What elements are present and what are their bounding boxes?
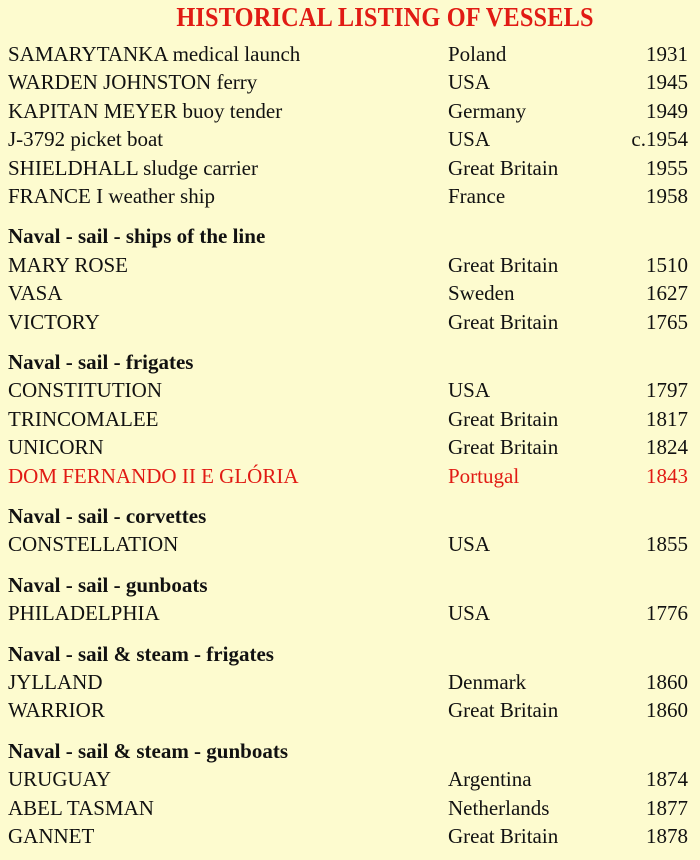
vessel-name: URUGUAY [8, 767, 112, 792]
vessel-country: Great Britain [448, 155, 559, 180]
vessel-row [0, 279, 700, 307]
vessel-year: 1949 [646, 98, 688, 123]
vessel-year: 1510 [646, 252, 688, 277]
vessel-year: 1945 [646, 70, 688, 95]
vessel-country: Great Britain [448, 824, 559, 848]
vessel-name: DOM FERNANDO II E GLÓRIA [8, 463, 299, 488]
vessel-year: 1627 [646, 281, 688, 306]
section-heading: Naval - sail - corvettes [8, 504, 207, 528]
vessel-name: CONSTELLATION [8, 532, 179, 557]
vessel-row [0, 530, 700, 558]
vessel-country: Poland [448, 42, 507, 66]
vessel-name: CONSTITUTION [8, 378, 162, 403]
vessel-name: ABEL TASMAN [8, 795, 154, 820]
vessel-country: Sweden [448, 281, 515, 306]
vessel-name: SHIELDHALL sludge carrier [8, 155, 258, 180]
section-heading: Naval - sail - gunboats [8, 572, 208, 597]
vessel-year: 1878 [646, 824, 688, 848]
vessel-country: USA [448, 532, 491, 557]
vessel-year: 1843 [646, 463, 688, 488]
vessel-row [0, 696, 700, 724]
vessel-row [0, 68, 700, 96]
vessel-name: PHILADELPHIA [8, 601, 160, 626]
vessel-name: J-3792 picket boat [8, 127, 164, 152]
vessel-name: TRINCOMALEE [8, 406, 159, 431]
vessel-country: USA [448, 127, 491, 152]
vessel-name: WARDEN JOHNSTON ferry [8, 70, 258, 95]
vessel-year: 1776 [646, 601, 688, 626]
vessel-name: MARY ROSE [8, 252, 129, 277]
vessel-name: WARRIOR [8, 698, 105, 723]
vessel-row [0, 822, 700, 850]
vessel-year: 1860 [646, 670, 688, 694]
section-heading: Naval - sail & steam - gunboats [8, 738, 289, 763]
page-title: HISTORICAL LISTING OF VESSELS [176, 2, 594, 32]
vessel-row [0, 251, 700, 279]
vessel-year: c.1954 [631, 127, 688, 152]
section-heading: Naval - sail - ships of the line [8, 224, 266, 249]
vessel-year: 1824 [646, 435, 688, 460]
vessel-year: 1855 [646, 532, 688, 557]
vessel-row [0, 765, 700, 793]
vessel-row [0, 433, 700, 461]
vessel-year: 1874 [646, 767, 688, 792]
vessel-name: KAPITAN MEYER buoy tender [8, 98, 283, 123]
vessel-country: Denmark [448, 670, 527, 694]
vessel-name: VICTORY [8, 309, 100, 334]
vessel-country: Great Britain [448, 252, 559, 277]
vessel-country: Argentina [448, 767, 532, 792]
vessel-row [0, 97, 700, 125]
vessel-year: 1931 [646, 42, 688, 66]
vessel-name: UNICORN [8, 435, 104, 460]
vessel-year: 1955 [646, 155, 688, 180]
vessel-year: 1817 [646, 406, 688, 431]
vessel-name: SAMARYTANKA medical launch [8, 42, 301, 66]
vessel-country: Netherlands [448, 795, 550, 820]
vessel-country: Great Britain [448, 406, 559, 431]
vessel-country: Great Britain [448, 309, 559, 334]
vessel-row [0, 154, 700, 182]
vessel-name: FRANCE I weather ship [8, 184, 216, 208]
vessel-country: USA [448, 378, 491, 403]
vessel-row [0, 462, 700, 490]
vessel-country: USA [448, 70, 491, 95]
vessel-row [0, 599, 700, 627]
vessel-country: Great Britain [448, 698, 559, 723]
vessel-country: USA [448, 601, 491, 626]
vessel-year: 1860 [646, 698, 688, 723]
vessel-name: JYLLAND [8, 670, 103, 694]
vessel-row [0, 376, 700, 404]
vessel-row [0, 308, 700, 336]
vessel-country: France [448, 184, 506, 208]
vessel-year: 1765 [646, 309, 688, 334]
vessel-row [0, 794, 700, 822]
vessel-row [0, 405, 700, 433]
vessel-name: VASA [8, 281, 63, 306]
vessel-row [0, 40, 700, 68]
vessel-name: GANNET [8, 824, 95, 848]
vessel-row [0, 668, 700, 696]
vessel-country: Great Britain [448, 435, 559, 460]
vessel-year: 1958 [646, 184, 688, 208]
vessel-row [0, 182, 700, 210]
vessel-year: 1877 [646, 795, 688, 820]
vessel-year: 1797 [646, 378, 688, 403]
vessel-row [0, 125, 700, 153]
section-heading: Naval - sail & steam - frigates [8, 641, 274, 666]
vessel-country: Portugal [448, 463, 520, 488]
section-heading: Naval - sail - frigates [8, 350, 194, 374]
vessel-country: Germany [448, 98, 527, 123]
